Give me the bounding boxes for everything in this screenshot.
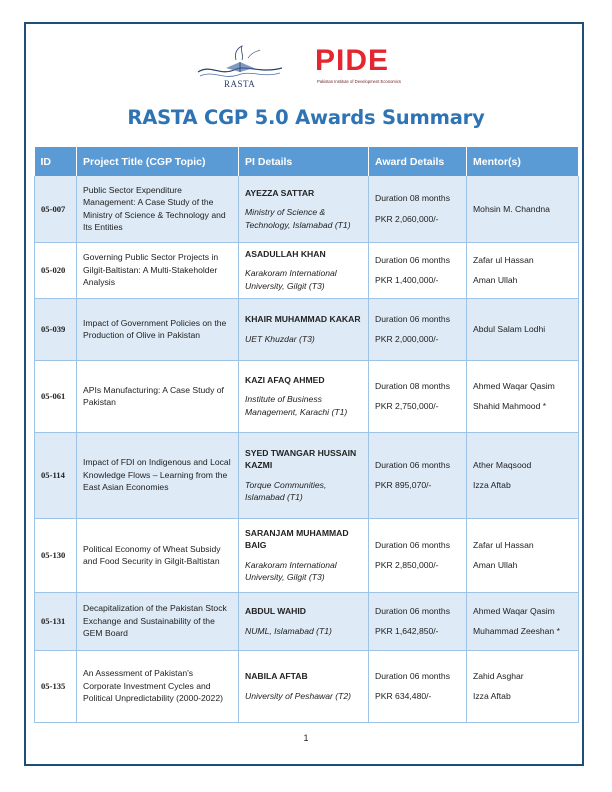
header-mentors: Mentor(s) (467, 147, 579, 176)
pi-name: ABDUL WAHID (245, 606, 306, 616)
pi-institution: Torque Communities, Islamabad (T1) (245, 479, 327, 502)
mentor-secondary: Aman Ullah (473, 275, 518, 285)
row-mentors (467, 298, 579, 360)
row-mentors (467, 432, 579, 518)
mentor-primary: Zafar ul Hassan (473, 254, 534, 265)
rasta-wordmark: RASTA (224, 79, 256, 89)
award-duration: Duration 06 months (375, 539, 450, 550)
logo-bar (190, 42, 430, 94)
row-mentors (467, 650, 579, 722)
row-pi-details (239, 518, 369, 592)
award-amount: PKR 634,480/- (375, 691, 432, 701)
row-pi-details (239, 298, 369, 360)
project-title-text: Public Sector Expenditure Management: A Case Study of the Ministry of Science & Technology and Its Entities (83, 184, 226, 233)
award-amount: PKR 2,750,000/- (375, 401, 439, 411)
row-id-text: 05-007 (41, 203, 66, 214)
mentor-primary: Ahmed Waqar Qasim (473, 605, 555, 616)
pi-name: KHAIR MUHAMMAD KAKAR (245, 314, 361, 324)
pi-institution: UET Khuzdar (T3) (245, 333, 315, 344)
pide-logo (315, 44, 420, 92)
pi-name: SARANJAM MUHAMMAD BAIG (245, 527, 349, 550)
row-mentors (467, 242, 579, 298)
row-project-title (77, 298, 239, 360)
row-award-details (369, 650, 467, 722)
row-id-text: 05-020 (41, 264, 66, 275)
pi-name: SYED TWANGAR HUSSAIN KAZMI (245, 447, 357, 470)
pi-institution: Institute of Business Management, Karachi (T1) (245, 394, 348, 417)
row-project-title (77, 360, 239, 432)
mentor-secondary: Izza Aftab (473, 480, 511, 490)
row-award-details (369, 242, 467, 298)
row-pi-details (239, 592, 369, 650)
row-award-details (369, 298, 467, 360)
row-project-title (77, 176, 239, 242)
row-pi-details (239, 176, 369, 242)
pi-institution: Ministry of Science & Technology, Islamabad (T1) (245, 207, 351, 230)
award-amount: PKR 1,400,000/- (375, 275, 439, 285)
row-id-text: 05-039 (41, 323, 66, 334)
row-mentors (467, 518, 579, 592)
mentor-primary: Mohsin M. Chandna (473, 203, 550, 214)
row-id-text: 05-135 (41, 680, 66, 691)
award-amount: PKR 895,070/- (375, 480, 432, 490)
pi-institution: Karakoram International University, Gilgit (T3) (245, 559, 337, 582)
project-title-text: Impact of FDI on Indigenous and Local Knowledge Flows – Learning from the East Asian Economies (83, 457, 231, 493)
row-pi-details (239, 650, 369, 722)
row-id (35, 360, 77, 432)
row-project-title (77, 518, 239, 592)
row-mentors (467, 360, 579, 432)
award-duration: Duration 08 months (375, 193, 450, 204)
mentor-secondary: Aman Ullah (473, 560, 518, 570)
table-row (35, 650, 579, 722)
award-duration: Duration 06 months (375, 459, 450, 470)
award-duration: Duration 06 months (375, 254, 450, 265)
row-award-details (369, 592, 467, 650)
mentor-primary: Zafar ul Hassan (473, 539, 534, 550)
project-title-text: APIs Manufacturing: A Case Study of Pakistan (83, 384, 224, 407)
pi-name: AYEZZA SATTAR (245, 187, 315, 198)
awards-table (34, 147, 579, 723)
award-amount: PKR 1,642,850/- (375, 626, 439, 636)
row-id-text: 05-114 (41, 469, 65, 480)
page-number: 1 (303, 733, 309, 743)
row-award-details (369, 360, 467, 432)
table-row (35, 432, 579, 518)
award-amount: PKR 2,850,000/- (375, 560, 439, 570)
award-duration: Duration 06 months (375, 605, 450, 616)
project-title-text: Impact of Government Policies on the Production of Olive in Pakistan (83, 317, 227, 340)
mentor-primary: Abdul Salam Lodhi (473, 323, 546, 334)
row-award-details (369, 432, 467, 518)
row-id (35, 298, 77, 360)
pi-name: NABILA AFTAB (245, 671, 308, 681)
row-pi-details (239, 360, 369, 432)
award-duration: Duration 08 months (375, 380, 450, 391)
page-title: RASTA CGP 5.0 Awards Summary (127, 106, 485, 129)
project-title-text: Governing Public Sector Projects in Gilgit-Baltistan: A Multi-Stakeholder Analysis (83, 252, 219, 288)
mentor-primary: Ahmed Waqar Qasim (473, 380, 555, 391)
row-award-details (369, 518, 467, 592)
table-row (35, 592, 579, 650)
mentor-secondary: Muhammad Zeeshan * (473, 626, 560, 636)
table-header-row (35, 147, 579, 176)
pide-wordmark: PIDE (315, 44, 390, 77)
table-row (35, 360, 579, 432)
row-id (35, 518, 77, 592)
pi-institution: NUML, Islamabad (T1) (245, 625, 332, 636)
header-project-title: Project Title (CGP Topic) (77, 147, 239, 176)
mentor-primary: Zahid Asghar (473, 670, 524, 681)
row-award-details (369, 176, 467, 242)
row-id (35, 176, 77, 242)
award-amount: PKR 2,000,000/- (375, 334, 439, 344)
table-row (35, 298, 579, 360)
table-row (35, 518, 579, 592)
rasta-logo (190, 42, 290, 94)
row-id (35, 650, 77, 722)
pi-institution: Karakoram International University, Gilgit (T3) (245, 268, 337, 291)
project-title-text: Decapitalization of the Pakistan Stock Exchange and Sustainability of the GEM Board (83, 603, 227, 639)
mentor-secondary: Izza Aftab (473, 691, 511, 701)
project-title-text: Political Economy of Wheat Subsidy and Food Security in Gilgit-Baltistan (83, 543, 221, 566)
pi-institution: University of Peshawar (T2) (245, 690, 352, 701)
header-award-details: Award Details (369, 147, 467, 176)
row-id-text: 05-061 (41, 390, 66, 401)
row-id-text: 05-131 (41, 615, 66, 626)
award-duration: Duration 06 months (375, 670, 450, 681)
row-project-title (77, 592, 239, 650)
row-id (35, 592, 77, 650)
pide-subtitle: Pakistan Institute of Development Economics (317, 79, 402, 84)
mentor-primary: Ather Maqsood (473, 459, 532, 470)
row-pi-details (239, 242, 369, 298)
row-project-title (77, 650, 239, 722)
pi-name: ASADULLAH KHAN (245, 248, 326, 259)
row-id (35, 432, 77, 518)
award-amount: PKR 2,060,000/- (375, 213, 439, 224)
header-pi-details: PI Details (239, 147, 369, 176)
row-id (35, 242, 77, 298)
header-id: ID (35, 147, 77, 176)
row-pi-details (239, 432, 369, 518)
table-row (35, 176, 579, 242)
row-mentors (467, 176, 579, 242)
row-id-text: 05-130 (41, 549, 66, 560)
row-mentors (467, 592, 579, 650)
award-duration: Duration 06 months (375, 313, 450, 324)
row-project-title (77, 432, 239, 518)
project-title-text: An Assessment of Pakistan's Corporate Investment Cycles and Political Unpredictability (2000-2022) (83, 668, 223, 704)
pi-name: KAZI AFAQ AHMED (245, 374, 325, 385)
row-project-title (77, 242, 239, 298)
mentor-secondary: Shahid Mahmood * (473, 401, 547, 411)
table-row (35, 242, 579, 298)
